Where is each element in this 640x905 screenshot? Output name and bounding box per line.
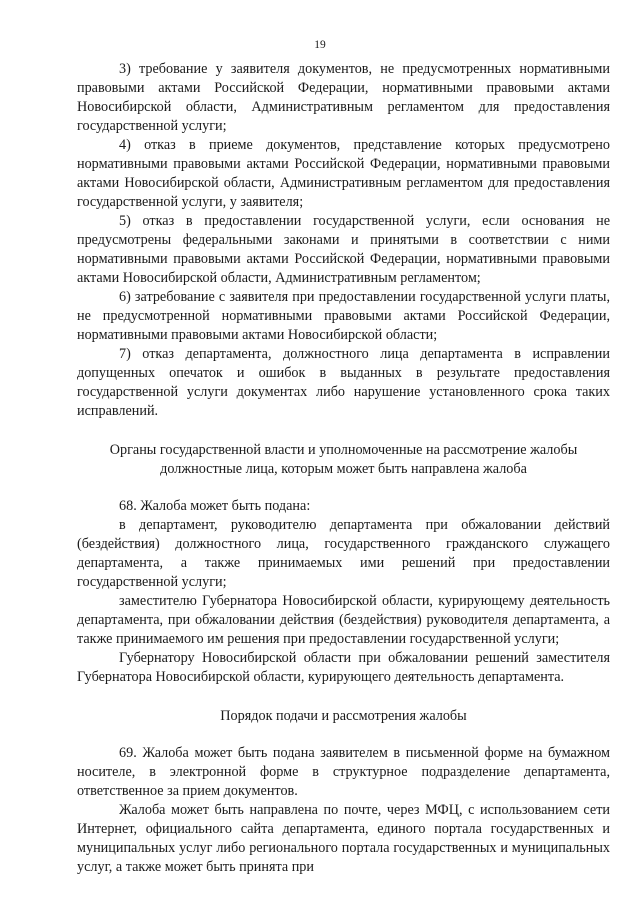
- paragraph-item-6: 6) затребование с заявителя при предоставлении государственной услуги платы, не предусмотренной нормативными правовыми актами Российской Федерации, нормативными правовыми актами Новосибирской области;: [77, 289, 610, 343]
- paragraph-68-deputy-governor: заместителю Губернатора Новосибирской области, курирующему деятельность департамента, при обжаловании действия (бездействия) руководителя департамента, а также принимаемого им решения при предоставлении государственной услуги;: [77, 593, 610, 647]
- paragraph-68: 68. Жалоба может быть подана:: [119, 498, 311, 514]
- paragraph-69: 69. Жалоба может быть подана заявителем в письменной форме на бумажном носителе, в электронной форме в структурное подразделение департамента, ответственное за прием документов.: [77, 745, 610, 799]
- paragraph-68-governor: Губернатору Новосибирской области при обжаловании решений заместителя Губернатора Новосибирской области, курирующего деятельность департамента.: [77, 650, 610, 685]
- section-heading-complaint-bodies: Органы государственной власти и уполномоченные на рассмотрение жалобы должностные лица, которым может быть направлена жалоба: [109, 442, 578, 477]
- paragraph-item-4: 4) отказ в приеме документов, представление которых предусмотрено нормативными правовыми актами Российской Федерации, нормативными правовыми актами Новосибирской области, Административным регламентом для предоставления государственной услуги, у заявителя;: [77, 137, 610, 210]
- paragraph-68-department: в департамент, руководителю департамента при обжаловании действий (бездействия) должностного лица, государственного гражданского служащего департамента, а также принимаемых ими решений при предоставлении государственной услуги;: [77, 517, 610, 590]
- paragraph-item-5: 5) отказ в предоставлении государственной услуги, если основания не предусмотрены федеральными законами и принятыми в соответствии с ними нормативными правовыми актами Российской Федерации, нормативными правовыми актами Новосибирской области, Административным регламентом;: [77, 213, 610, 286]
- paragraph-item-3: 3) требование у заявителя документов, не предусмотренных нормативными правовыми актами Российской Федерации, нормативными правовыми актами Новосибирской области, Административным регламентом для предоставления государственной услуги;: [77, 61, 610, 134]
- section-heading-complaint-procedure: Порядок подачи и рассмотрения жалобы: [220, 708, 467, 724]
- paragraph-69-delivery: Жалоба может быть направлена по почте, через МФЦ, с использованием сети Интернет, официального сайта департамента, единого портала государственных и муниципальных услуг либо регионального портала государственных и муниципальных услуг, а также может быть принята при: [77, 802, 610, 875]
- page-content: [77, 60, 610, 877]
- page-number: 19: [314, 39, 326, 51]
- paragraph-item-7: 7) отказ департамента, должностного лица департамента в исправлении допущенных опечаток и ошибок в выданных в результате предоставления государственной услуги документах либо нарушение установленного срока таких исправлений.: [77, 346, 610, 419]
